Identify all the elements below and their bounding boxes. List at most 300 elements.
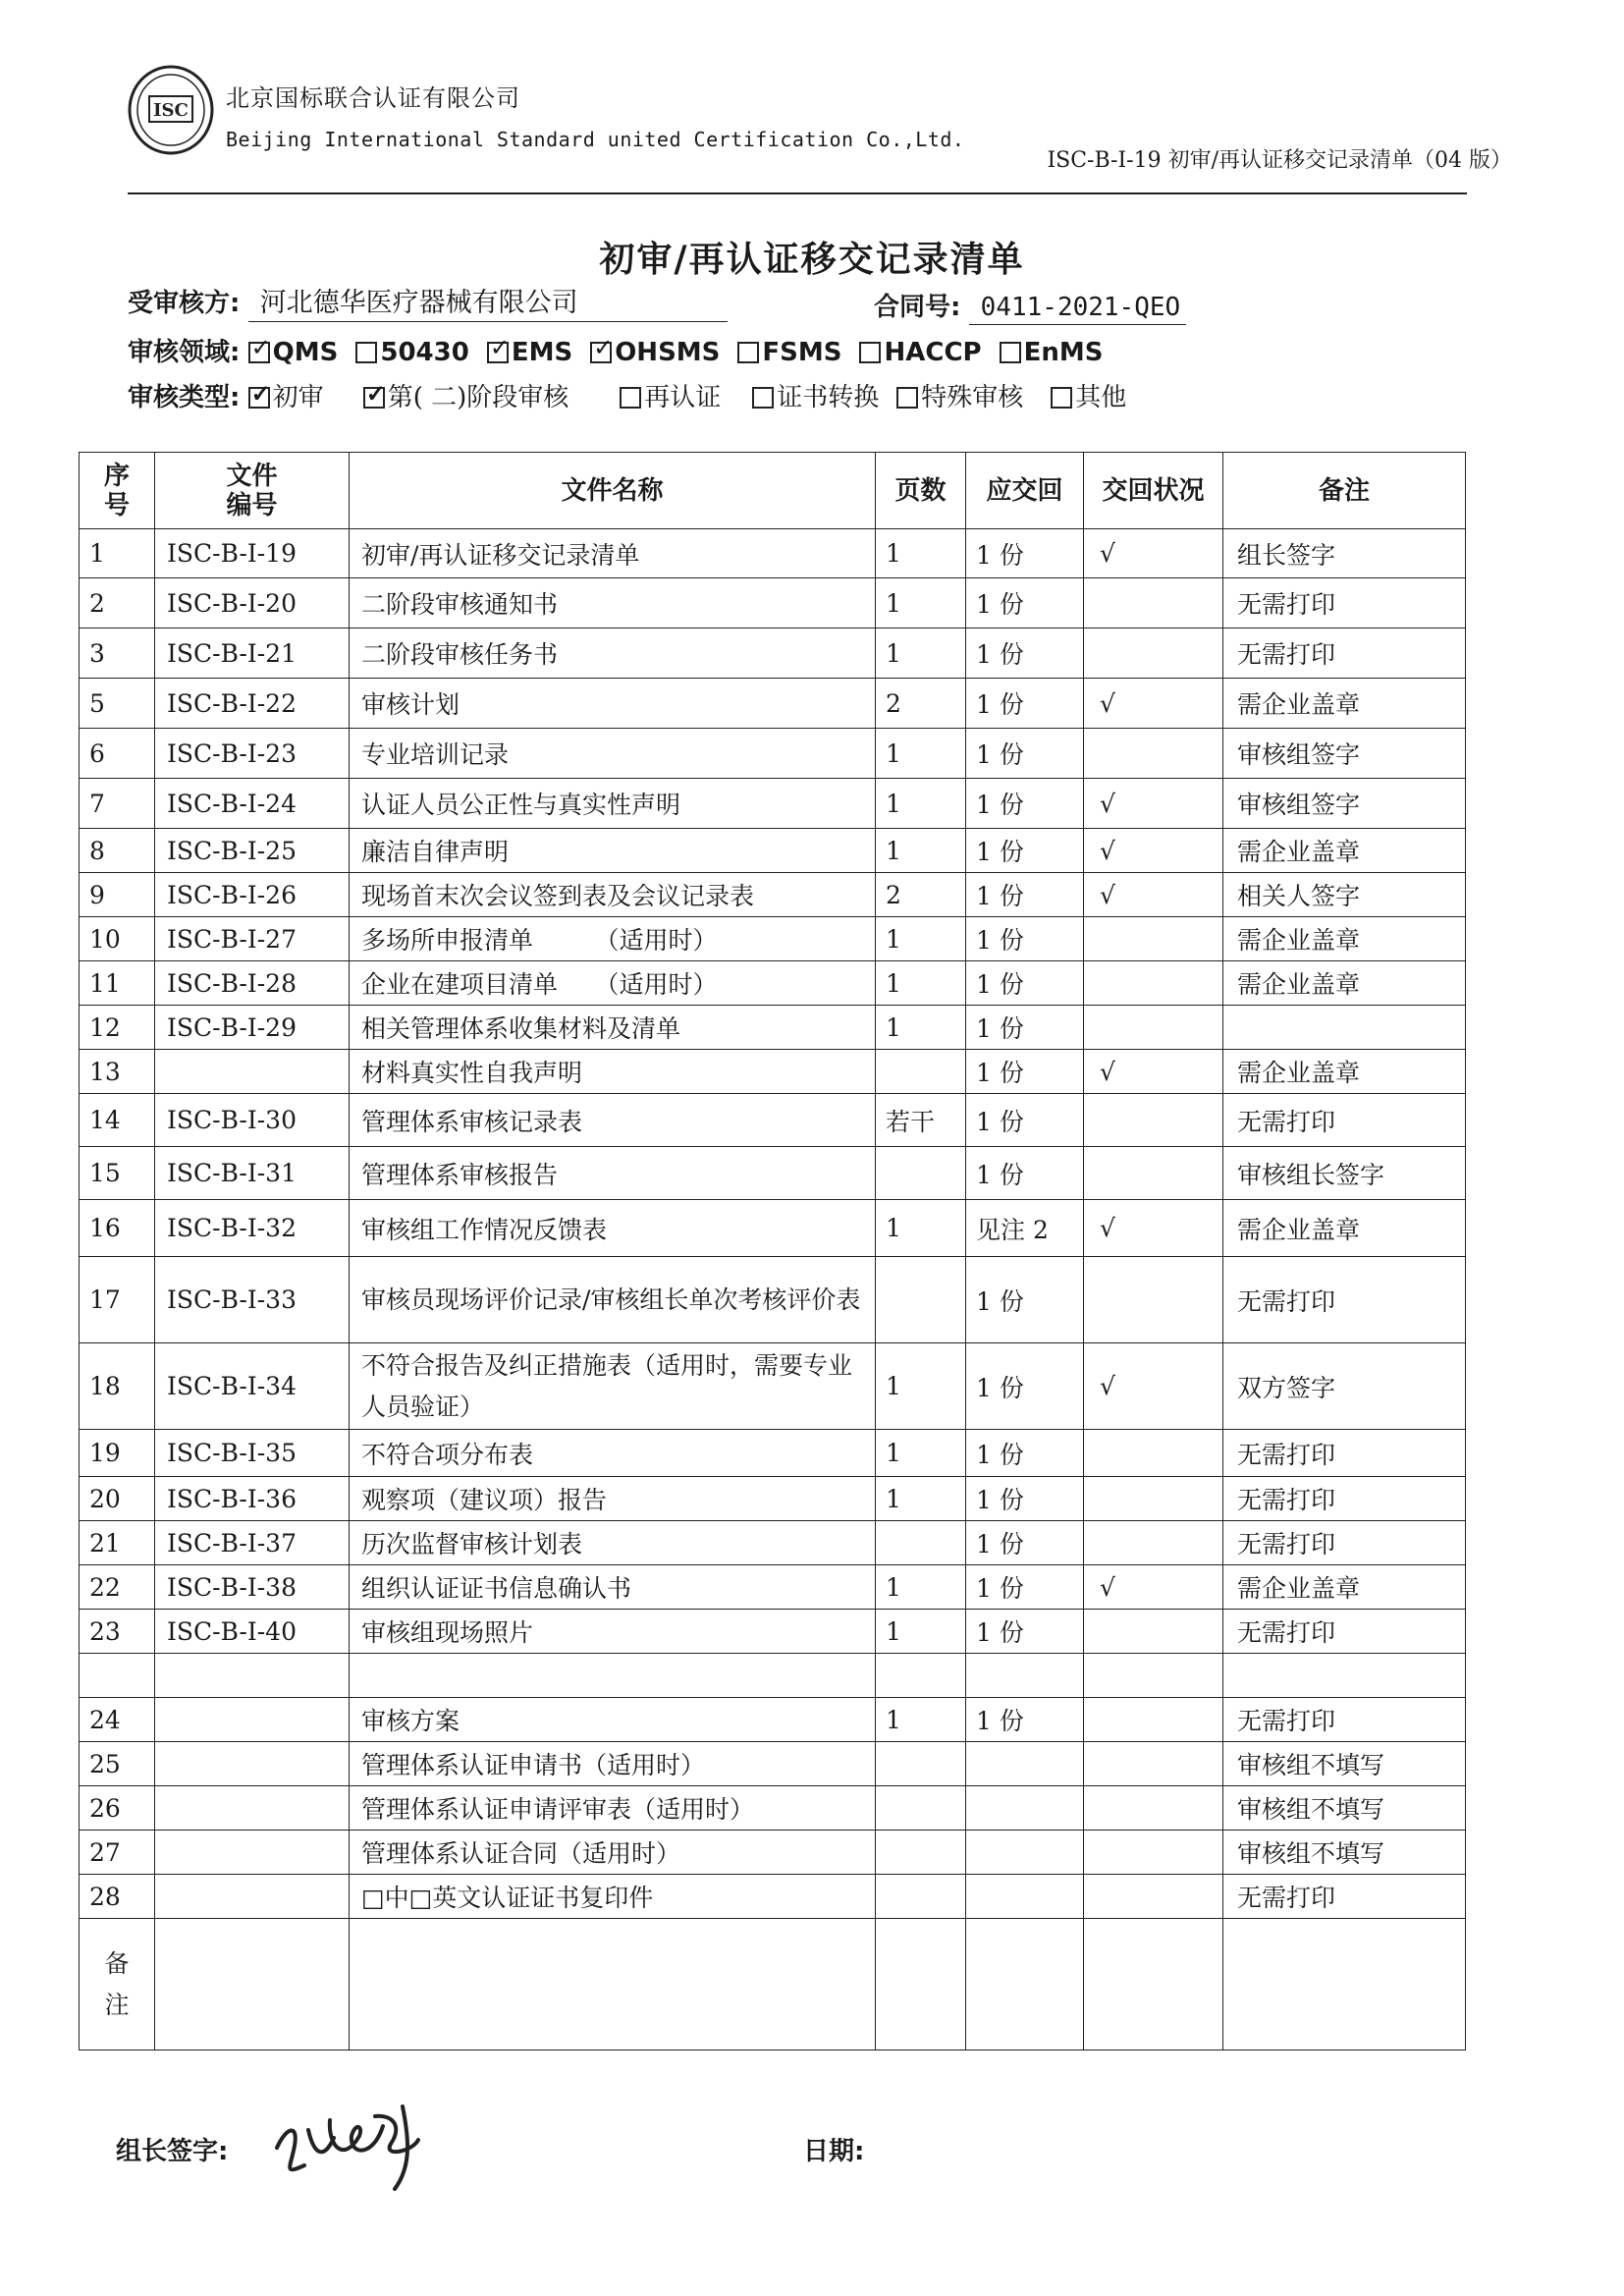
date-label: 日期: [803,2137,865,2166]
remark-row-cell [350,1919,876,2050]
cell-due [966,1875,1084,1919]
cell-remark: 无需打印 [1223,629,1466,679]
cell-due: 1 份 [966,1147,1084,1200]
cell-name: 审核员现场评价记录/审核组长单次考核评价表 [350,1257,876,1343]
table-row [80,1786,1466,1831]
cell-code [155,1698,350,1742]
cell-status: √ [1084,1565,1223,1610]
remark-row-cell [155,1919,350,2050]
cell-name: 企业在建项目清单 （适用时） [350,961,876,1006]
cell-due [966,1831,1084,1875]
domain-option[interactable] [248,338,339,367]
cell-status: √ [1084,1343,1223,1430]
header-name: 文件名称 [350,453,876,529]
cell-pages [876,1257,966,1343]
cell-code [155,1831,350,1875]
audit-domain-line [128,332,1120,368]
type-option-label: 初审 [272,383,324,412]
cell-name: □中□英文认证证书复印件 [350,1875,876,1919]
cell-status [1084,1654,1223,1698]
cell-code: ISC-B-I-28 [155,961,350,1006]
cell-code: ISC-B-I-34 [155,1343,350,1430]
cell-code: ISC-B-I-26 [155,873,350,917]
cell-seq: 19 [80,1430,155,1477]
cell-code: ISC-B-I-29 [155,1006,350,1050]
domain-option[interactable] [1000,338,1104,367]
cell-remark: 需企业盖章 [1223,829,1466,873]
cell-remark: 需企业盖章 [1223,961,1466,1006]
cell-code: ISC-B-I-40 [155,1610,350,1654]
cell-due: 见注 2 [966,1200,1084,1257]
cell-code: ISC-B-I-33 [155,1257,350,1343]
type-option[interactable] [248,383,324,412]
cell-status [1084,1698,1223,1742]
cell-due: 1 份 [966,1565,1084,1610]
cell-seq: 20 [80,1477,155,1521]
cell-due: 1 份 [966,529,1084,578]
cell-code: ISC-B-I-36 [155,1477,350,1521]
cell-seq: 9 [80,873,155,917]
table-row [80,1565,1466,1610]
table-row [80,961,1466,1006]
domain-option-label: QMS [272,338,339,367]
cell-name: 认证人员公正性与真实性声明 [350,779,876,829]
cell-remark [1223,1006,1466,1050]
header-divider [128,192,1467,194]
checkbox-icon[interactable] [248,342,270,363]
cell-code: ISC-B-I-38 [155,1565,350,1610]
checkbox-icon[interactable] [752,387,774,409]
cell-remark: 无需打印 [1223,1610,1466,1654]
cell-seq: 18 [80,1343,155,1430]
checkbox-icon[interactable] [1000,342,1021,363]
type-option[interactable] [363,383,569,412]
cell-name: 管理体系认证合同（适用时） [350,1831,876,1875]
domain-option-label: EMS [511,338,573,367]
cell-status [1084,1477,1223,1521]
domain-option-label: FSMS [762,338,842,367]
cell-seq: 7 [80,779,155,829]
audit-type-options [248,383,1127,412]
cell-seq [80,1654,155,1698]
cell-name: 审核组工作情况反馈表 [350,1200,876,1257]
cell-name: 不符合项分布表 [350,1430,876,1477]
cell-remark: 无需打印 [1223,1477,1466,1521]
cell-code: ISC-B-I-35 [155,1430,350,1477]
cell-status: √ [1084,1200,1223,1257]
cell-due: 1 份 [966,1343,1084,1430]
cell-due [966,1654,1084,1698]
domain-option-label: 50430 [380,338,469,367]
audit-type-line [128,377,1126,413]
cell-pages [876,1050,966,1094]
cell-pages: 1 [876,1565,966,1610]
cell-remark: 无需打印 [1223,1094,1466,1147]
cell-seq: 10 [80,917,155,961]
cell-seq: 23 [80,1610,155,1654]
cell-code [155,1875,350,1919]
cell-name: 不符合报告及纠正措施表（适用时，需要专业人员验证） [350,1343,876,1430]
form-code: ISC-B-I-19 初审/再认证移交记录清单（04 版） [1047,148,1512,173]
checkbox-icon[interactable] [487,342,509,363]
cell-due: 1 份 [966,578,1084,629]
cell-name: 管理体系认证申请书（适用时） [350,1742,876,1786]
cell-pages: 1 [876,1006,966,1050]
contract-value: 0411-2021-QEO [969,293,1187,325]
table-row [80,629,1466,679]
cell-code: ISC-B-I-22 [155,679,350,729]
domain-option[interactable] [487,338,572,367]
cell-status [1084,1742,1223,1786]
cell-pages: 1 [876,729,966,779]
cell-code [155,1742,350,1786]
company-logo [126,63,216,157]
audit-type-label: 审核类型: [128,383,241,412]
cell-seq: 25 [80,1742,155,1786]
cell-seq: 21 [80,1521,155,1565]
table-row [80,1875,1466,1919]
cell-name: 二阶段审核通知书 [350,578,876,629]
cell-due: 1 份 [966,1521,1084,1565]
cell-remark: 无需打印 [1223,578,1466,629]
cell-code: ISC-B-I-30 [155,1094,350,1147]
table-row [80,679,1466,729]
cell-due: 1 份 [966,679,1084,729]
cell-pages: 1 [876,779,966,829]
table-row [80,729,1466,779]
cell-code: ISC-B-I-37 [155,1521,350,1565]
checkbox-icon[interactable] [363,387,385,409]
checkbox-icon[interactable] [620,387,641,409]
table-row [80,873,1466,917]
cell-pages: 若干 [876,1094,966,1147]
table-row [80,1477,1466,1521]
cell-seq: 13 [80,1050,155,1094]
table-row [80,1050,1466,1094]
cell-name: 管理体系审核记录表 [350,1094,876,1147]
cell-status [1084,629,1223,679]
cell-code: ISC-B-I-31 [155,1147,350,1200]
header-remark: 备注 [1223,453,1466,529]
domain-option[interactable] [355,338,468,367]
table-row [80,917,1466,961]
leader-signature-label: 组长签字: [116,2137,229,2166]
cell-due: 1 份 [966,1050,1084,1094]
cell-due: 1 份 [966,1006,1084,1050]
cell-seq: 2 [80,578,155,629]
cell-remark: 需企业盖章 [1223,679,1466,729]
table-row [80,829,1466,873]
cell-name: 相关管理体系收集材料及清单 [350,1006,876,1050]
cell-name: 历次监督审核计划表 [350,1521,876,1565]
cell-seq: 1 [80,529,155,578]
cell-due: 1 份 [966,1094,1084,1147]
company-name-en: Beijing International Standard united Certification Co.,Ltd. [226,128,965,151]
cell-status [1084,1430,1223,1477]
cell-name: 材料真实性自我声明 [350,1050,876,1094]
auditee-value: 河北德华医疗器械有限公司 [248,281,728,322]
cell-status [1084,1147,1223,1200]
cell-due: 1 份 [966,1430,1084,1477]
table-row [80,578,1466,629]
cell-remark [1223,1654,1466,1698]
cell-seq: 6 [80,729,155,779]
cell-seq: 5 [80,679,155,729]
table-row [80,1094,1466,1147]
cell-remark: 需企业盖章 [1223,1565,1466,1610]
cell-remark: 双方签字 [1223,1343,1466,1430]
audit-domain-options [248,338,1121,367]
cell-remark: 审核组不填写 [1223,1786,1466,1831]
type-option[interactable] [896,383,1023,412]
cell-remark: 需企业盖章 [1223,917,1466,961]
cell-name: 审核计划 [350,679,876,729]
cell-seq: 14 [80,1094,155,1147]
cell-status [1084,1257,1223,1343]
cell-pages [876,1831,966,1875]
cell-pages [876,1786,966,1831]
cell-remark: 无需打印 [1223,1521,1466,1565]
cell-name: 观察项（建议项）报告 [350,1477,876,1521]
cell-pages: 1 [876,1610,966,1654]
header-pages: 页数 [876,453,966,529]
remark-row-cell [1084,1919,1223,2050]
cell-code [155,1786,350,1831]
cell-due: 1 份 [966,729,1084,779]
cell-remark: 无需打印 [1223,1698,1466,1742]
table-row [80,1698,1466,1742]
table-row [80,1430,1466,1477]
cell-pages: 1 [876,629,966,679]
cell-pages: 1 [876,1430,966,1477]
table-header-row [80,453,1466,529]
type-option-label: 特殊审核 [921,383,1024,412]
table-row [80,1200,1466,1257]
cell-name: 二阶段审核任务书 [350,629,876,679]
cell-status [1084,917,1223,961]
table-row [80,1257,1466,1343]
cell-name: 初审/再认证移交记录清单 [350,529,876,578]
contract-line [874,287,1186,325]
domain-option-label: OHSMS [615,338,721,367]
cell-pages [876,1875,966,1919]
cell-pages: 1 [876,1343,966,1430]
cell-pages: 1 [876,961,966,1006]
checkbox-icon[interactable] [248,387,270,409]
cell-seq: 15 [80,1147,155,1200]
cell-due: 1 份 [966,873,1084,917]
table-row [80,1831,1466,1875]
cell-code: ISC-B-I-32 [155,1200,350,1257]
cell-pages: 1 [876,529,966,578]
cell-code [155,1050,350,1094]
cell-due: 1 份 [966,1698,1084,1742]
cell-seq: 27 [80,1831,155,1875]
cell-due: 1 份 [966,829,1084,873]
cell-due: 1 份 [966,917,1084,961]
cell-code: ISC-B-I-21 [155,629,350,679]
cell-pages: 1 [876,578,966,629]
cell-remark: 无需打印 [1223,1875,1466,1919]
leader-signature [265,2087,461,2195]
cell-remark: 相关人签字 [1223,873,1466,917]
table-row [80,1147,1466,1200]
remark-row-cell [876,1919,966,2050]
cell-due: 1 份 [966,1477,1084,1521]
cell-name: 审核组现场照片 [350,1610,876,1654]
cell-status [1084,1610,1223,1654]
cell-code: ISC-B-I-23 [155,729,350,779]
cell-pages [876,1654,966,1698]
cell-pages [876,1742,966,1786]
handover-table [79,452,1466,2050]
cell-name: 管理体系审核报告 [350,1147,876,1200]
cell-status: √ [1084,779,1223,829]
header-code: 文件编号 [155,453,350,529]
cell-status: √ [1084,529,1223,578]
cell-remark: 需企业盖章 [1223,1200,1466,1257]
cell-remark: 审核组长签字 [1223,1147,1466,1200]
cell-status: √ [1084,679,1223,729]
cell-status [1084,961,1223,1006]
cell-seq: 22 [80,1565,155,1610]
cell-status [1084,729,1223,779]
cell-due: 1 份 [966,961,1084,1006]
cell-status: √ [1084,829,1223,873]
cell-due: 1 份 [966,779,1084,829]
cell-due [966,1742,1084,1786]
domain-option[interactable] [859,338,981,367]
header-due: 应交回 [966,453,1084,529]
cell-name: 管理体系认证申请评审表（适用时） [350,1786,876,1831]
cell-seq: 12 [80,1006,155,1050]
cell-name: 现场首末次会议签到表及会议记录表 [350,873,876,917]
cell-code: ISC-B-I-19 [155,529,350,578]
cell-remark: 审核组签字 [1223,729,1466,779]
cell-seq: 26 [80,1786,155,1831]
cell-name: 多场所申报清单 （适用时） [350,917,876,961]
cell-name: 廉洁自律声明 [350,829,876,873]
svg-text:ISC: ISC [153,100,189,121]
cell-pages: 1 [876,917,966,961]
cell-status [1084,578,1223,629]
cell-code: ISC-B-I-20 [155,578,350,629]
cell-pages [876,1521,966,1565]
cell-due [966,1786,1084,1831]
domain-option-label: EnMS [1023,338,1104,367]
cell-status: √ [1084,1050,1223,1094]
cell-seq: 24 [80,1698,155,1742]
audit-domain-label: 审核领域: [128,338,241,367]
cell-name [350,1654,876,1698]
table-row [80,1742,1466,1786]
cell-remark: 无需打印 [1223,1257,1466,1343]
type-option-label: 第( 二)阶段审核 [387,383,569,412]
cell-due: 1 份 [966,1610,1084,1654]
domain-option[interactable] [590,338,720,367]
cell-pages: 2 [876,873,966,917]
cell-due: 1 份 [966,629,1084,679]
cell-remark: 组长签字 [1223,529,1466,578]
cell-pages: 1 [876,1477,966,1521]
type-option-label: 证书转换 [777,383,880,412]
cell-seq: 8 [80,829,155,873]
cell-seq: 11 [80,961,155,1006]
checkbox-icon[interactable] [590,342,612,363]
cell-due: 1 份 [966,1257,1084,1343]
cell-pages: 1 [876,1698,966,1742]
cell-seq: 16 [80,1200,155,1257]
type-option-label: 再认证 [644,383,722,412]
remark-row-cell [966,1919,1084,2050]
remark-row-label: 备注 [80,1919,155,2050]
cell-remark: 审核组不填写 [1223,1831,1466,1875]
cell-code: ISC-B-I-27 [155,917,350,961]
checkbox-icon[interactable] [896,387,918,409]
cell-code: ISC-B-I-24 [155,779,350,829]
document-title: 初审/再认证移交记录清单 [599,239,1025,280]
checkbox-icon[interactable] [737,342,759,363]
cell-seq: 28 [80,1875,155,1919]
type-option[interactable] [620,383,721,412]
cell-status [1084,1521,1223,1565]
checkbox-icon[interactable] [859,342,881,363]
table-row [80,529,1466,578]
table-row [80,1006,1466,1050]
cell-remark: 审核组不填写 [1223,1742,1466,1786]
cell-pages: 1 [876,829,966,873]
cell-status: √ [1084,873,1223,917]
checkbox-icon[interactable] [1051,387,1072,409]
table-row [80,1654,1466,1698]
table-row [80,1610,1466,1654]
cell-name: 组织认证证书信息确认书 [350,1565,876,1610]
cell-status [1084,1094,1223,1147]
cell-status [1084,1786,1223,1831]
table-row [80,1343,1466,1430]
cell-pages: 2 [876,679,966,729]
cell-pages [876,1147,966,1200]
type-option[interactable] [1051,383,1126,412]
cell-remark: 无需打印 [1223,1430,1466,1477]
cell-pages: 1 [876,1200,966,1257]
company-name-cn: 北京国标联合认证有限公司 [226,84,520,112]
table-row [80,779,1466,829]
header-seq: 序号 [80,453,155,529]
cell-seq: 3 [80,629,155,679]
cell-remark: 审核组签字 [1223,779,1466,829]
cell-status [1084,1006,1223,1050]
remark-row-cell [1223,1919,1466,2050]
cell-status [1084,1875,1223,1919]
cell-name: 专业培训记录 [350,729,876,779]
cell-remark: 需企业盖章 [1223,1050,1466,1094]
cell-status [1084,1831,1223,1875]
table-row [80,1521,1466,1565]
header-status: 交回状况 [1084,453,1223,529]
type-option[interactable] [752,383,879,412]
checkbox-icon[interactable] [355,342,377,363]
type-option-label: 其他 [1075,383,1127,412]
auditee-label: 受审核方: [128,289,241,318]
remark-row [80,1919,1466,2050]
domain-option[interactable] [737,338,841,367]
auditee-line [128,281,728,322]
domain-option-label: HACCP [884,338,982,367]
cell-code: ISC-B-I-25 [155,829,350,873]
cell-code [155,1654,350,1698]
cell-seq: 17 [80,1257,155,1343]
